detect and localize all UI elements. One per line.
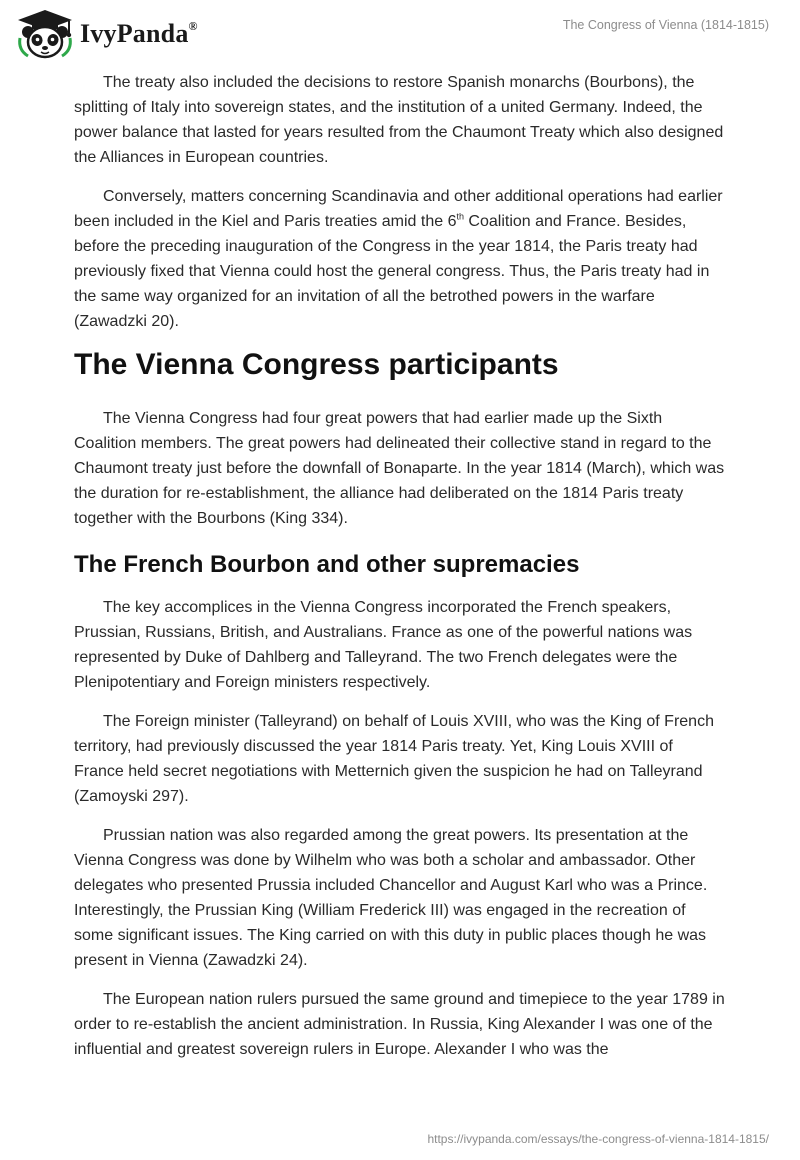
essay-content [74, 70, 726, 1076]
paragraph: The Vienna Congress had four great powers that had earlier made up the Sixth Coalition members. The great powers had delineated their collective stand in regard to the Chaumont treaty just before the downfall of Bonaparte. In the year 1814 (March), which was the duration for re-establishment, the alliance had deliberated on the 1814 Paris treaty together with the Bourbons (King 334). [74, 410, 725, 527]
paragraph: The European nation rulers pursued the same ground and timepiece to the year 1789 in order to re-establish the ancient administration. In Russia, King Alexander I was one of the influential and greatest sovereign rulers in Europe. Alexander I who was the [74, 991, 725, 1058]
page-header [0, 0, 800, 70]
paragraph: The Foreign minister (Talleyrand) on behalf of Louis XVIII, who was the King of French territory, had previously discussed the year 1814 Paris treaty. Yet, King Louis XVIII of France held secret negotiations with Metternich given the suspicion he had on Talleyrand (Zamoyski 297). [74, 713, 714, 805]
subsection-heading: The French Bourbon and other supremacies [74, 551, 580, 578]
panda-graduate-logo-icon[interactable] [14, 8, 76, 60]
section-heading: The Vienna Congress participants [74, 348, 559, 381]
brand-name[interactable]: IvyPanda® [80, 19, 198, 48]
source-url-link[interactable]: https://ivypanda.com/essays/the-congress-of-vienna-1814-1815/ [427, 1132, 769, 1146]
paragraph: Conversely, matters concerning Scandinavia and other additional operations had earlier been included in the Kiel and Paris treaties amid the 6th Coalition and France. Besides, before the preceding inauguration of the Congress in the year 1814, the Paris treaty had previously fixed that Vienna could host the general congress. Thus, the Paris treaty had in the same way organized for an invitation of all the betrothed powers in the warfare (Zawadzki 20). [74, 188, 723, 330]
document-title: The Congress of Vienna (1814-1815) [562, 18, 769, 32]
paragraph: The key accomplices in the Vienna Congress incorporated the French speakers, Prussian, Russians, British, and Australians. France as one of the powerful nations was represented by Duke of Dahlberg and Talleyrand. The two French delegates were the Plenipotentiary and Foreign ministers respectively. [74, 599, 693, 691]
paragraph: The treaty also included the decisions to restore Spanish monarchs (Bourbons), the splitting of Italy into sovereign states, and the institution of a united Germany. Indeed, the power balance that lasted for years resulted from the Chaumont Treaty which also designed the Alliances in European countries. [74, 74, 724, 166]
paragraph: Prussian nation was also regarded among the great powers. Its presentation at the Vienna Congress was done by Wilhelm who was both a scholar and ambassador. Other delegates who presented Prussia included Chancellor and August Karl who was a Prince. Interestingly, the Prussian King (William Frederick III) was engaged in the recreation of some significant issues. The King carried on with this duty in public places though he was present in Vienna (Zawadzki 24). [74, 827, 708, 969]
